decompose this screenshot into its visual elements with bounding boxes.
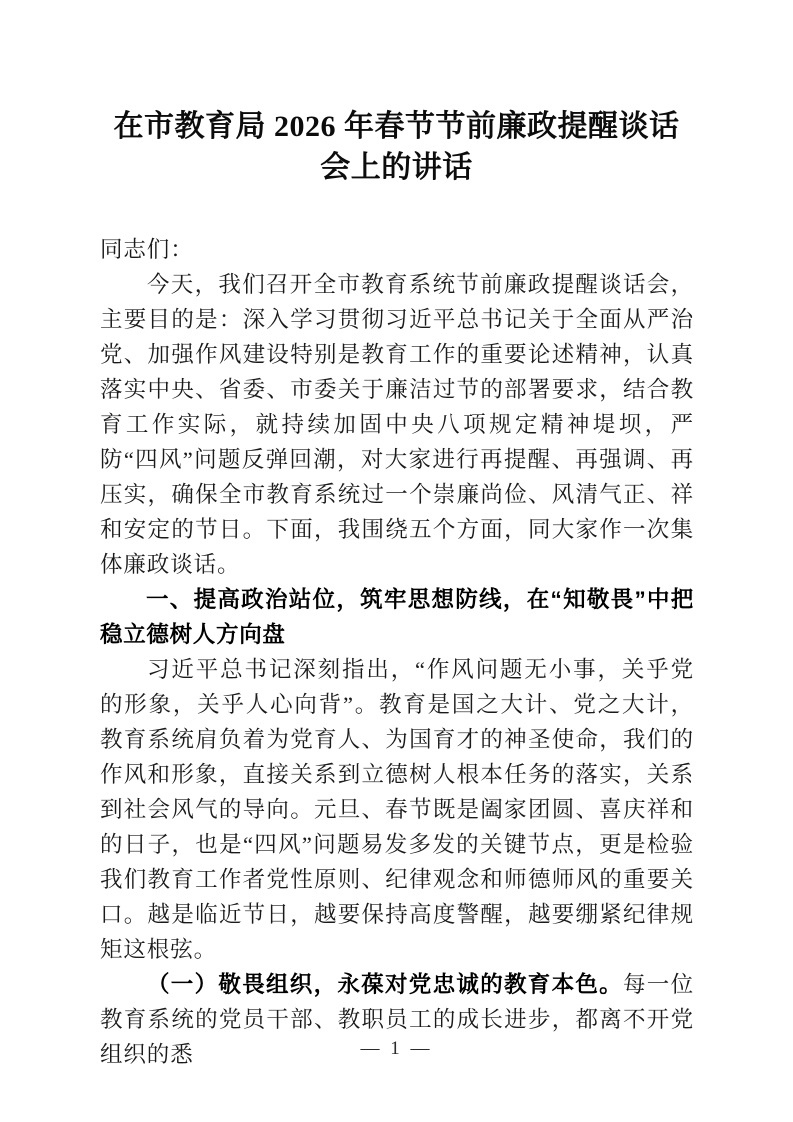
subsection-lead-in: （一）敬畏组织，永葆对党忠诚的教育本色。 [147, 972, 623, 997]
section-heading-one: 一、提高政治站位，筑牢思想防线，在“知敬畏”中把稳立德树人方向盘 [100, 587, 694, 647]
document-title: 在市教育局 2026 年春节节前廉政提醒谈话会上的讲话 [113, 110, 680, 184]
page-number-footer: — 1 — [360, 1038, 433, 1059]
opening-paragraph: 今天，我们召开全市教育系统节前廉政提醒谈话会，主要目的是：深入学习贯彻习近平总书记关于全面从严治党、加强作风建设特别是教育工作的重要论述精神，认真落实中央、省委、市委关于廉洁过节的部署要求，结合教育工作实际，就持续加固中央八项规定精神堤坝，严防“四风”问题反弹回潮，对大家进行再提醒、再强调、再压实，确保全市教育系统过一个崇廉尚俭、风清气正、祥和安定的节日。下面，我围绕五个方面，同大家作一次集体廉政谈话。 [100, 272, 694, 577]
section-body-paragraph: 习近平总书记深刻指出，“作风问题无小事，关乎党的形象，关乎人心向背”。教育是国之大计、党之大计，教育系统肩负着为党育人、为国育才的神圣使命，我们的作风和形象，直接关系到立德树人根本任务的落实，关系到社会风气的导向。元旦、春节既是阖家团圆、喜庆祥和的日子，也是“四风”问题易发多发的关键节点，更是检验我们教育工作者党性原则、纪律观念和师德师风的重要关口。越是临近节日，越要保持高度警醒，越要绷紧纪律规矩这根弦。 [100, 657, 694, 962]
subsection-text: 每一位教育系统的党员干部、教职员工的成长进步，都离不开党组织的悉 [100, 972, 694, 1067]
document-body [100, 232, 694, 1072]
salutation-paragraph: 同志们： [100, 237, 194, 262]
